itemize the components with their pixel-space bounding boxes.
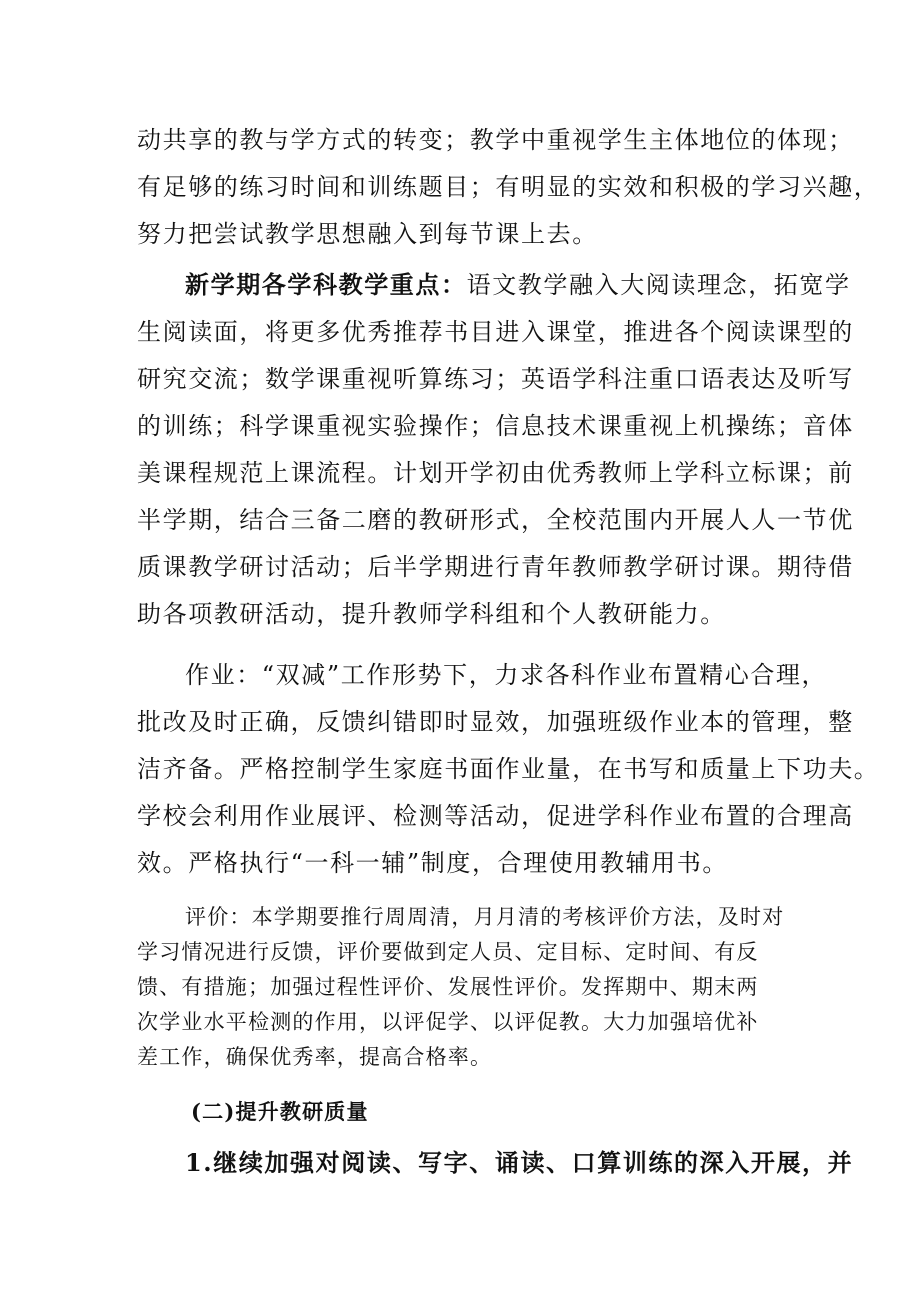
paragraph-line: 有足够的练习时间和训练题目；有明显的实效和积极的学习兴趣， xyxy=(137,173,880,201)
paragraph-line: 洁齐备。严格控制学生家庭书面作业量，在书写和质量上下功夫。 xyxy=(137,755,880,783)
paragraph-line: 学校会利用作业展评、检测等活动，促进学科作业布置的合理高 xyxy=(137,802,854,830)
paragraph-first-line xyxy=(185,268,851,302)
paragraph-line: 次学业水平检测的作用，以评促学、以评促教。大力加强培优补 xyxy=(137,1010,759,1034)
paragraph-line: 评价：本学期要推行周周清，月月清的考核评价方法，及时对 xyxy=(185,905,785,929)
paragraph-line: 美课程规范上课流程。计划开学初由优秀教师上学科立标课；前 xyxy=(137,459,854,487)
paragraph-line: 生阅读面，将更多优秀推荐书目进入课堂，推进各个阅读课型的 xyxy=(137,318,854,346)
paragraph-line: 馈、有措施；加强过程性评价、发展性评价。发挥期中、期末两 xyxy=(137,975,759,999)
paragraph-line: 作业：“双减”工作形势下，力求各科作业布置精心合理， xyxy=(185,661,828,689)
paragraph-line: 动共享的教与学方式的转变；教学中重视学生主体地位的体现； xyxy=(137,126,854,154)
paragraph-line: 质课教学研讨活动；后半学期进行青年教师教学研讨课。期待借 xyxy=(137,553,854,581)
subject-focus-heading: 新学期各学科教学重点： xyxy=(185,270,467,299)
paragraph-line: 差工作，确保优秀率，提高合格率。 xyxy=(137,1045,493,1069)
paragraph-line: 研究交流；数学课重视听算练习；英语学科注重口语表达及听写 xyxy=(137,365,854,393)
paragraph-line: 效。严格执行“一科一辅”制度，合理使用教辅用书。 xyxy=(137,849,728,877)
paragraph-line: 努力把尝试教学思想融入到每节课上去。 xyxy=(137,220,598,248)
paragraph-line: 的训练；科学课重视实验操作；信息技术课重视上机操练；音体 xyxy=(137,412,854,440)
paragraph-line: 批改及时正确，反馈纠错即时显效，加强班级作业本的管理，整 xyxy=(137,708,854,736)
paragraph-line: 半学期，结合三备二磨的教研形式，全校范围内开展人人一节优 xyxy=(137,506,854,534)
paragraph-line: 学习情况进行反馈，评价要做到定人员、定目标、定时间、有反 xyxy=(137,940,759,964)
paragraph-text: 语文教学融入大阅读理念，拓宽学 xyxy=(466,271,851,299)
list-item: 1.继续加强对阅读、写字、诵读、口算训练的深入开展，并 xyxy=(185,1148,854,1177)
section-heading: (二)提升教研质量 xyxy=(191,1099,369,1124)
paragraph-line: 助各项教研活动，提升教师学科组和个人教研能力。 xyxy=(137,600,726,628)
